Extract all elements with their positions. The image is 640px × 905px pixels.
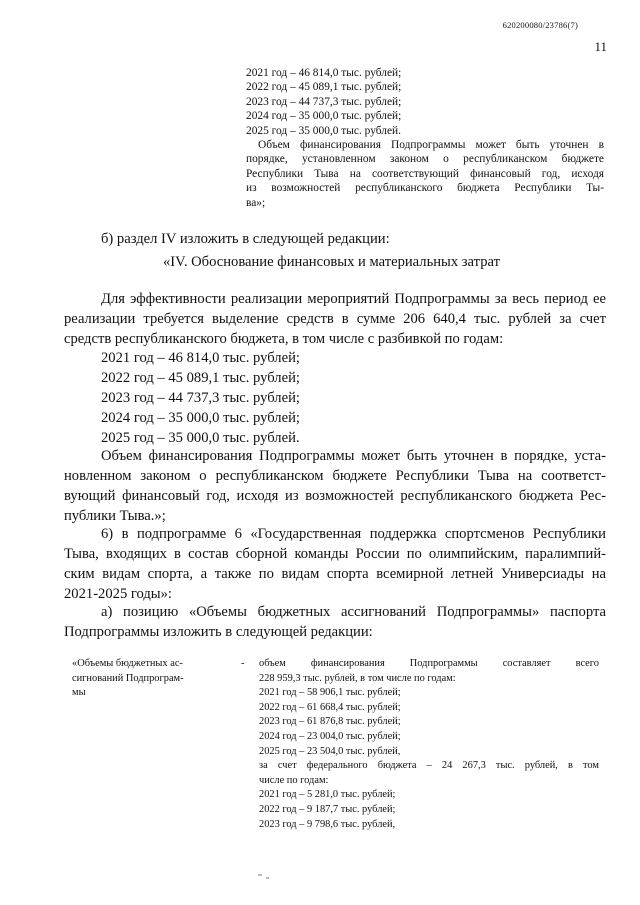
item-6-paragraph bbox=[64, 524, 606, 604]
passport-table-right-cell bbox=[259, 657, 599, 832]
quote-paragraph-line: Объем финансирования Подпрограммы может быть уточнен в bbox=[258, 139, 604, 151]
passport-table-dash: - bbox=[241, 658, 245, 669]
passport-right-line: 2023 год – 9 798,6 тыс. рублей, bbox=[259, 818, 396, 830]
page-number: 11 bbox=[594, 39, 607, 54]
funding-year-line: 2022 год – 45 089,1 тыс. рублей; bbox=[101, 370, 300, 386]
scan-speck bbox=[266, 877, 269, 879]
passport-right-line: за счет федерального бюджета – 24 267,3 тыс. рублей, в том bbox=[259, 760, 599, 772]
funding-paragraph-line: средств республиканского бюджета, в том числе с разбивкой по годам: bbox=[64, 331, 504, 347]
funding-years-list bbox=[101, 348, 300, 448]
quote-year-line: 2021 год – 46 814,0 тыс. рублей; bbox=[246, 67, 402, 79]
funding-paragraph-line: реализации требуется выделение средств в сумме 206 640,4 тыс. рублей за счет bbox=[64, 311, 606, 327]
quote-year-line: 2022 год – 45 089,1 тыс. рублей; bbox=[246, 81, 402, 94]
section-heading: «IV. Обоснование финансовых и материальных затрат bbox=[163, 254, 500, 270]
document-id: 620200080/23786(7) bbox=[502, 20, 578, 30]
quote-paragraph-line: Республики Тыва на соответствующий финансовый год, исходя bbox=[246, 167, 604, 180]
scan-speck bbox=[258, 874, 262, 876]
item-6-paragraph-line: 2021-2025 годы»: bbox=[64, 586, 172, 602]
passport-left-line: сигнований Подпрограм- bbox=[72, 672, 184, 684]
item-6-paragraph-line: ским видам спорта, а также по видам спорта всемирной летней Универсиады на bbox=[64, 566, 606, 582]
clarify-paragraph-line: новленном законом о республиканском бюджете Республики Тыва на соответст- bbox=[64, 468, 606, 484]
passport-table-left-cell bbox=[72, 657, 184, 701]
item-a-paragraph-line: а) позицию «Объемы бюджетных ассигнований Подпрограммы» паспорта bbox=[101, 604, 606, 620]
item-b-text: б) раздел IV изложить в следующей редакции: bbox=[101, 231, 390, 247]
passport-right-line: 2023 год – 61 876,8 тыс. рублей; bbox=[259, 716, 401, 728]
passport-right-line: 228 959,3 тыс. рублей, в том числе по годам: bbox=[259, 672, 456, 684]
quote-year-line: 2025 год – 35 000,0 тыс. рублей. bbox=[246, 124, 401, 137]
quote-years-list bbox=[246, 66, 401, 138]
quote-year-line: 2023 год – 44 737,3 тыс. рублей; bbox=[246, 95, 402, 108]
item-a-paragraph bbox=[64, 602, 606, 642]
passport-right-line: 2024 год – 23 004,0 тыс. рублей; bbox=[259, 730, 401, 742]
passport-right-line: объем финансирования Подпрограммы составляет всего bbox=[259, 658, 599, 669]
passport-left-line: «Объемы бюджетных ас- bbox=[72, 658, 183, 669]
item-a-paragraph-line: Подпрограммы изложить в следующей редакции: bbox=[64, 624, 373, 640]
item-6-paragraph-line: 6) в подпрограмме 6 «Государственная поддержка спортсменов Республики bbox=[101, 526, 606, 542]
passport-right-line: 2022 год – 9 187,7 тыс. рублей; bbox=[259, 803, 396, 815]
funding-year-line: 2021 год – 46 814,0 тыс. рублей; bbox=[101, 350, 300, 366]
passport-right-line: 2022 год – 61 668,4 тыс. рублей; bbox=[259, 701, 401, 713]
funding-paragraph-line: Для эффективности реализации мероприятий Подпрограммы за весь период ее bbox=[101, 291, 606, 307]
passport-right-line: числе по годам: bbox=[259, 774, 329, 786]
passport-right-line: 2021 год – 58 906,1 тыс. рублей; bbox=[259, 687, 401, 699]
passport-right-line: 2021 год – 5 281,0 тыс. рублей; bbox=[259, 789, 396, 801]
item-6-paragraph-line: Тыва, входящих в состав сборной команды России по олимпийским, паралимпий- bbox=[64, 546, 606, 562]
funding-year-line: 2023 год – 44 737,3 тыс. рублей; bbox=[101, 390, 300, 406]
funding-paragraph bbox=[64, 289, 606, 349]
funding-year-line: 2025 год – 35 000,0 тыс. рублей. bbox=[101, 430, 300, 446]
clarify-paragraph-line: Объем финансирования Подпрограммы может быть уточнен в порядке, уста- bbox=[101, 448, 606, 464]
passport-right-line: 2025 год – 23 504,0 тыс. рублей, bbox=[259, 745, 401, 757]
quote-paragraph-line: из возможностей республиканского бюджета Республики Ты- bbox=[246, 182, 604, 195]
funding-year-line: 2024 год – 35 000,0 тыс. рублей; bbox=[101, 410, 300, 426]
clarify-paragraph bbox=[64, 446, 606, 526]
passport-left-line: мы bbox=[72, 687, 86, 699]
quote-paragraph bbox=[246, 138, 604, 210]
quote-paragraph-line: ва»; bbox=[246, 196, 266, 209]
quote-paragraph-line: порядке, установленном законом о республиканском бюджете bbox=[246, 153, 604, 166]
clarify-paragraph-line: публики Тыва.»; bbox=[64, 508, 166, 524]
clarify-paragraph-line: вующий финансовый год, исходя из возможностей республиканского бюджета Рес- bbox=[64, 488, 606, 504]
quote-year-line: 2024 год – 35 000,0 тыс. рублей; bbox=[246, 110, 402, 123]
